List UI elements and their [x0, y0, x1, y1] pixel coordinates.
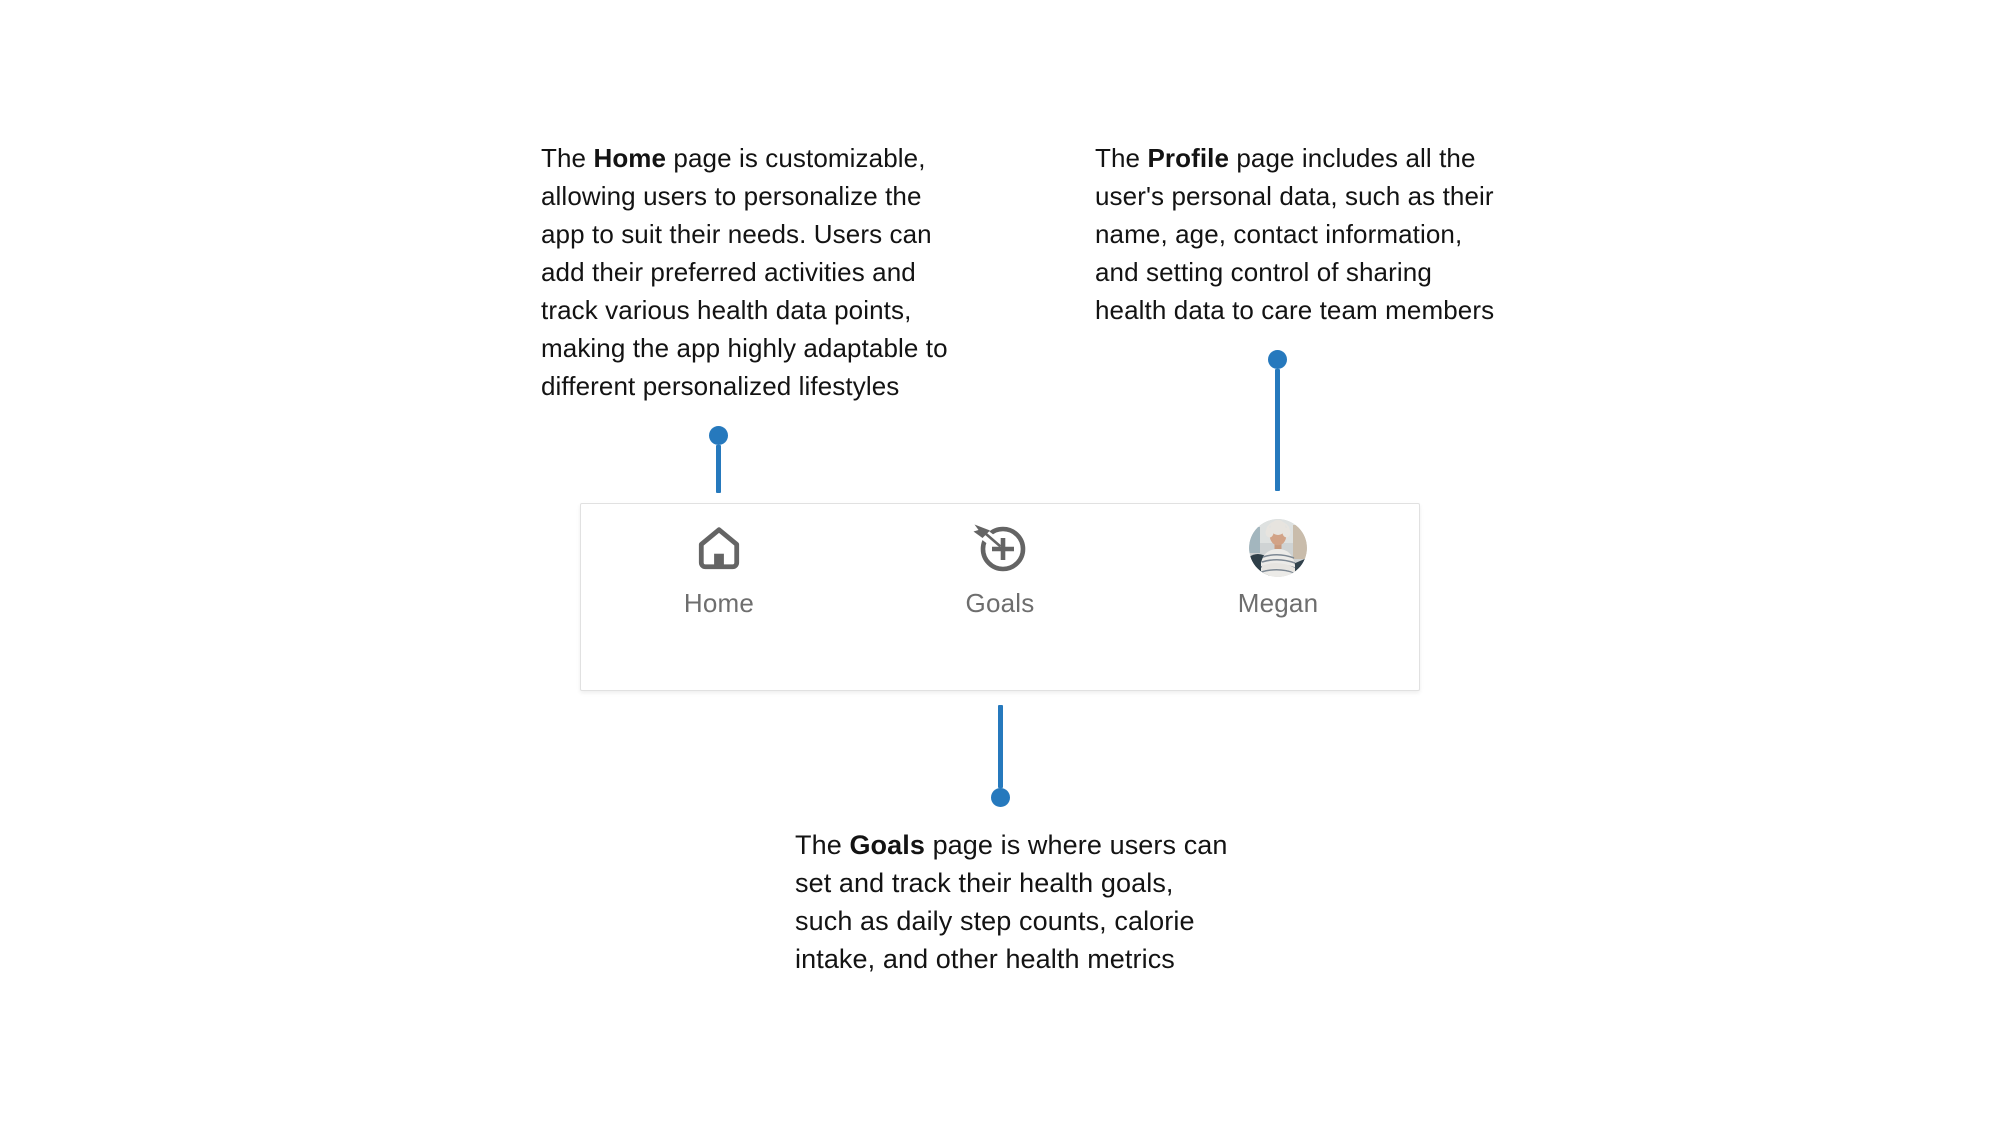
- annotation-line: intake, and other health metrics: [795, 944, 1175, 974]
- tab-home[interactable]: [649, 518, 789, 619]
- connector-stem: [1275, 369, 1280, 491]
- goals-connector: [991, 705, 1010, 807]
- home-connector: [709, 426, 728, 493]
- connector-dot: [709, 426, 728, 445]
- profile-annotation: [1095, 139, 1494, 329]
- connector-stem: [998, 705, 1003, 788]
- connector-dot: [991, 788, 1010, 807]
- annotation-line: add their preferred activities and: [541, 257, 916, 287]
- profile-connector: [1268, 350, 1287, 491]
- goals-target-icon: [972, 518, 1028, 578]
- annotation-line: track various health data points,: [541, 295, 912, 325]
- connector-dot: [1268, 350, 1287, 369]
- annotation-line: making the app highly adaptable to: [541, 333, 948, 363]
- goals-annotation: [795, 826, 1228, 978]
- annotation-line: The Home page is customizable,: [541, 143, 926, 173]
- connector-stem: [716, 445, 721, 493]
- tab-bar: [580, 503, 1420, 691]
- annotation-line: allowing users to personalize the: [541, 181, 922, 211]
- annotation-line: such as daily step counts, calorie: [795, 906, 1195, 936]
- annotation-line: app to suit their needs. Users can: [541, 219, 932, 249]
- tab-label: Goals: [965, 588, 1035, 618]
- tab-label: Megan: [1237, 588, 1319, 618]
- tab-label: Home: [683, 588, 755, 618]
- annotation-line: name, age, contact information,: [1095, 219, 1463, 249]
- annotation-line: set and track their health goals,: [795, 868, 1174, 898]
- user-avatar: [1249, 518, 1307, 578]
- tab-goals[interactable]: [930, 518, 1070, 619]
- annotation-line: different personalized lifestyles: [541, 371, 900, 401]
- annotation-line: The Profile page includes all the: [1095, 143, 1476, 173]
- annotation-line: health data to care team members: [1095, 295, 1495, 325]
- annotation-line: The Goals page is where users can: [795, 830, 1228, 860]
- tab-profile-megan[interactable]: [1208, 518, 1348, 619]
- annotation-line: and setting control of sharing: [1095, 257, 1432, 287]
- home-annotation: [541, 139, 948, 405]
- home-icon: [694, 518, 744, 578]
- annotation-line: user's personal data, such as their: [1095, 181, 1494, 211]
